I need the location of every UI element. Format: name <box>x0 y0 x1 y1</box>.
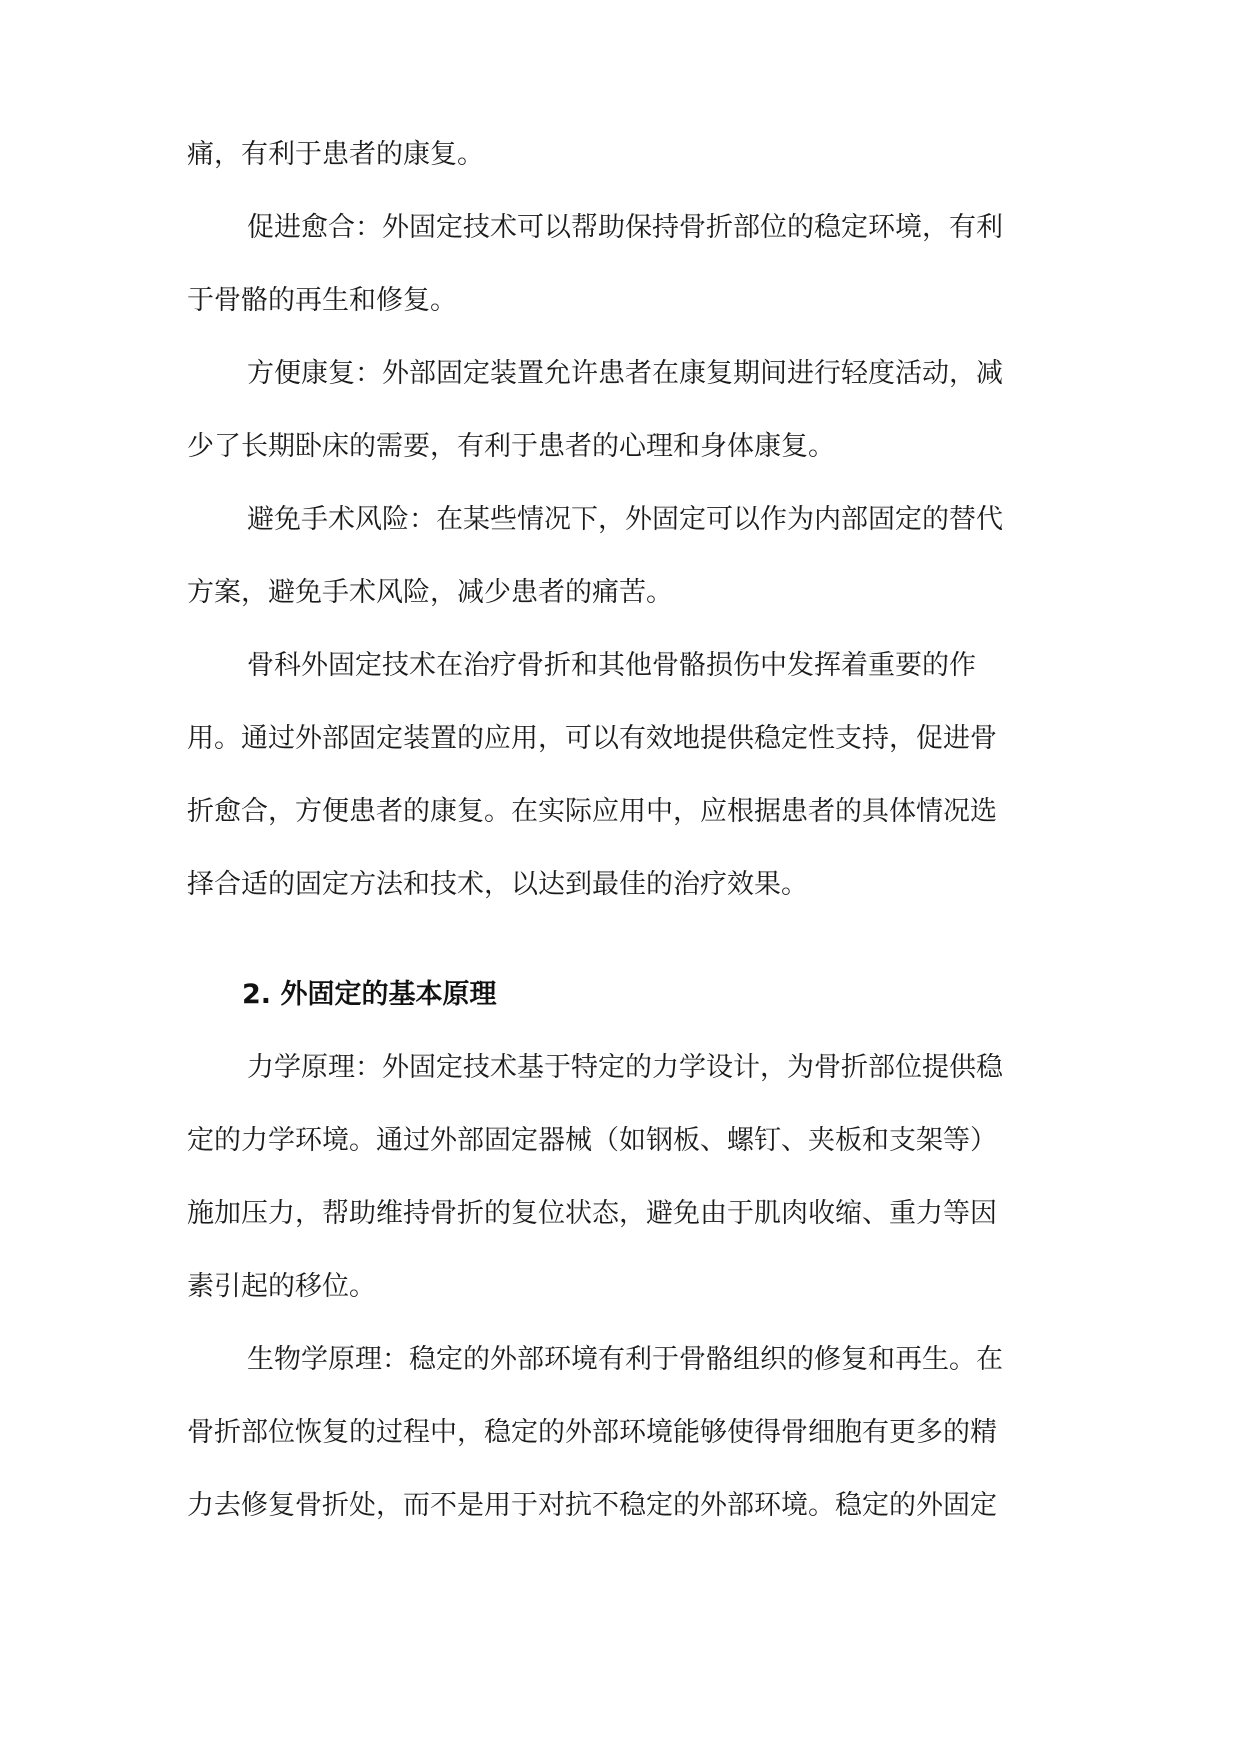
paragraph-line: 素引起的移位。 <box>187 1271 376 1302</box>
paragraph-line: 骨折部位恢复的过程中，稳定的外部环境能够使得骨细胞有更多的精 <box>187 1417 997 1448</box>
paragraph-line: 避免手术风险：在某些情况下，外固定可以作为内部固定的替代 <box>247 504 1003 535</box>
paragraph-line: 折愈合，方便患者的康复。在实际应用中，应根据患者的具体情况选 <box>187 796 997 827</box>
paragraph-line: 痛，有利于患者的康复。 <box>187 139 484 170</box>
paragraph-line: 定的力学环境。通过外部固定器械（如钢板、螺钉、夹板和支架等） <box>187 1125 997 1156</box>
paragraph-line: 施加压力，帮助维持骨折的复位状态，避免由于肌肉收缩、重力等因 <box>187 1198 997 1229</box>
paragraph-line: 促进愈合：外固定技术可以帮助保持骨折部位的稳定环境，有利 <box>247 212 1003 243</box>
paragraph-line: 力去修复骨折处，而不是用于对抗不稳定的外部环境。稳定的外固定 <box>187 1490 997 1521</box>
paragraph-line: 于骨骼的再生和修复。 <box>187 285 457 316</box>
paragraph-line: 少了长期卧床的需要，有利于患者的心理和身体康复。 <box>187 431 835 462</box>
paragraph-line: 用。通过外部固定装置的应用，可以有效地提供稳定性支持，促进骨 <box>187 723 997 754</box>
paragraph-line: 生物学原理：稳定的外部环境有利于骨骼组织的修复和再生。在 <box>247 1344 1003 1375</box>
paragraph-line: 力学原理：外固定技术基于特定的力学设计，为骨折部位提供稳 <box>247 1052 1003 1083</box>
section-heading: 2. 外固定的基本原理 <box>242 979 497 1010</box>
paragraph-line: 方案，避免手术风险，减少患者的痛苦。 <box>187 577 673 608</box>
paragraph-line: 择合适的固定方法和技术，以达到最佳的治疗效果。 <box>187 869 808 900</box>
paragraph-line: 方便康复：外部固定装置允许患者在康复期间进行轻度活动，减 <box>247 358 1003 389</box>
paragraph-line: 骨科外固定技术在治疗骨折和其他骨骼损伤中发挥着重要的作 <box>247 650 976 681</box>
